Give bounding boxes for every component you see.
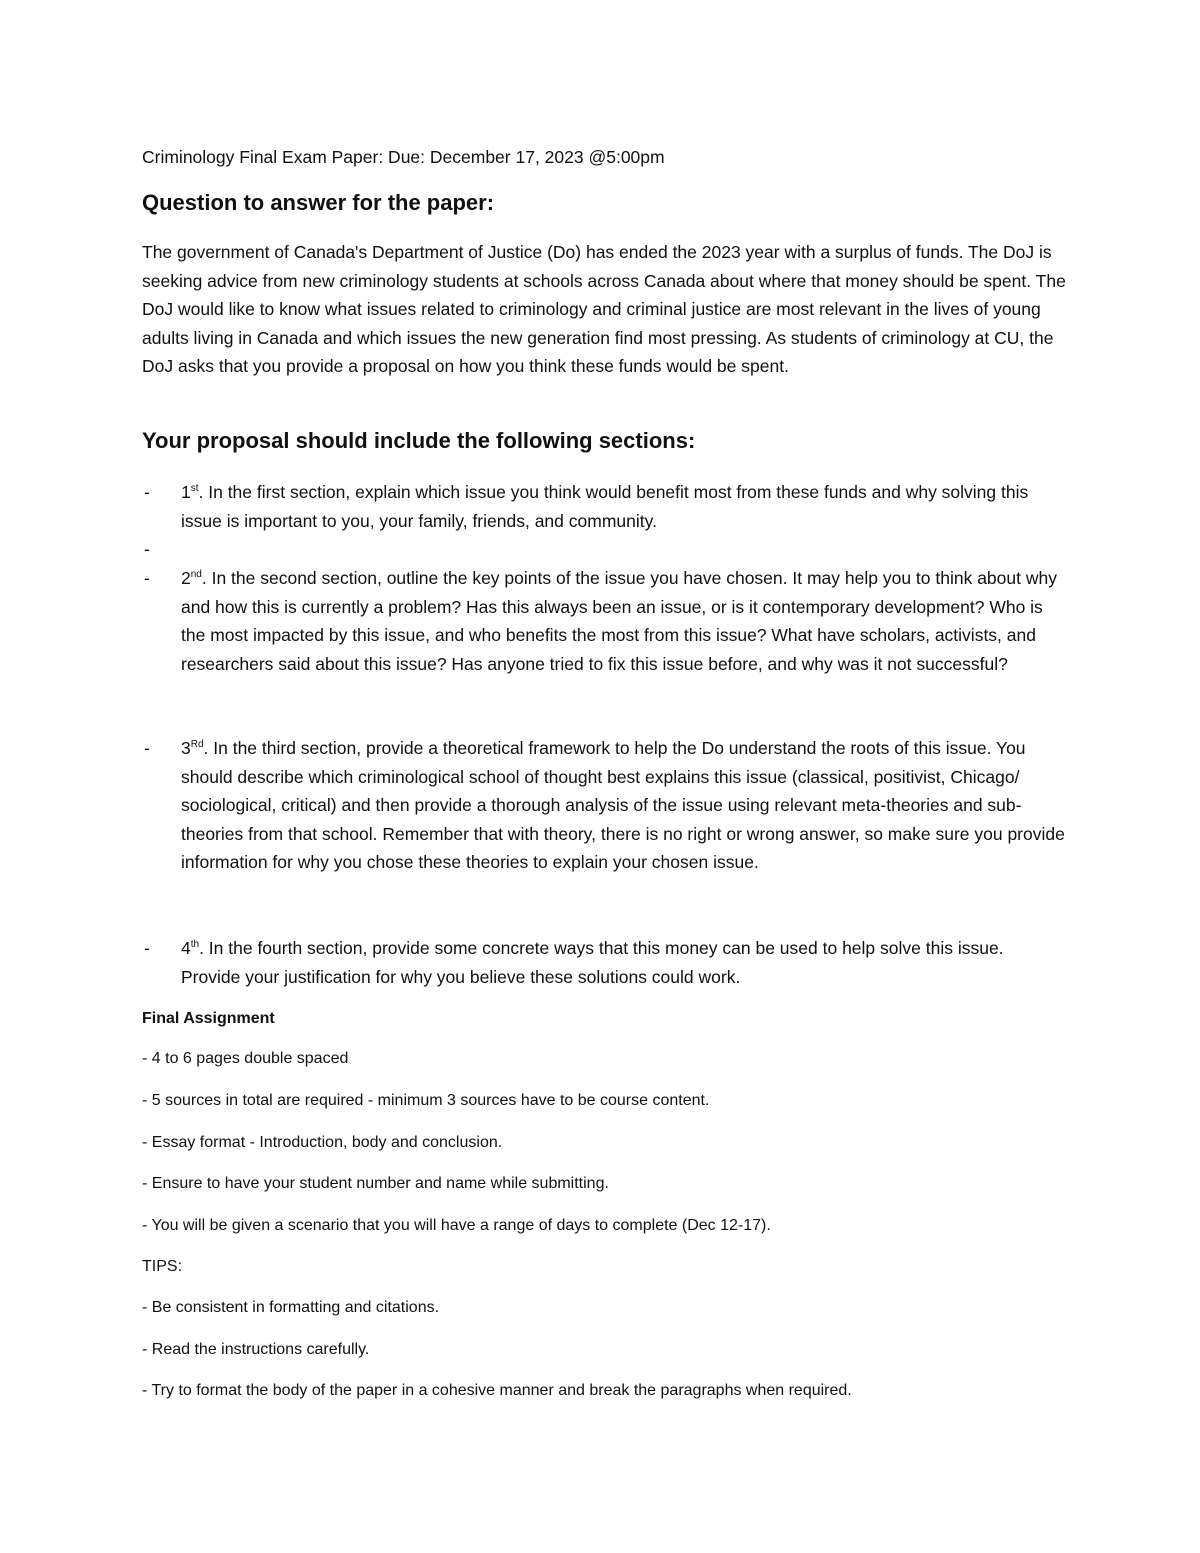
- final-assignment-item: - You will be given a scenario that you will have a range of days to complete (Dec 12-17).: [142, 1217, 771, 1234]
- question-paragraph: The government of Canada's Department of Justice (Do) has ended the 2023 year with a surplus of funds. The DoJ is seeking advice from new criminology students at schools across Canada about where that money should be spent. The DoJ would like to know what issues related to criminology and criminal justice are most relevant in the lives of young adults living in Canada and which issues the new generation find most pressing. As students of criminology at CU, the DoJ asks that you provide a proposal on how you think these funds would be spent.: [142, 242, 1066, 376]
- tips-item: - Try to format the body of the paper in a cohesive manner and break the paragraphs when required.: [142, 1382, 852, 1399]
- final-assignment-heading: Final Assignment: [142, 1010, 275, 1027]
- bullet-marker: -: [144, 482, 150, 502]
- final-assignment-item: - 5 sources in total are required - minimum 3 sources have to be course content.: [142, 1092, 710, 1109]
- tips-heading: TIPS:: [142, 1258, 183, 1275]
- section-3-text: 3Rd. In the third section, provide a theoretical framework to help the Do understand the roots of this issue. You should describe which criminological school of thought best explains this issue (classical, positivist, Chicago/ sociological, critical) and then provide a thorough analysis of the issue using relevant meta-theories and sub-theories from that school. Remember that with theory, there is no right or wrong answer, so make sure you provide information for why you chose these theories to explain your chosen issue.: [181, 738, 1065, 872]
- section-2-text: 2nd. In the second section, outline the key points of the issue you have chosen. It may help you to think about why and how this is currently a problem? Has this always been an issue, or is it contemporary development? Who is the most impacted by this issue, and who benefits the most from this issue? What have scholars, activists, and researchers said about this issue? Has anyone tried to fix this issue before, and why was it not successful?: [181, 568, 1057, 674]
- question-heading: Question to answer for the paper:: [142, 190, 495, 215]
- bullet-marker: -: [144, 938, 150, 958]
- proposal-heading: Your proposal should include the following sections:: [142, 428, 696, 453]
- section-4-text: 4th. In the fourth section, provide some concrete ways that this money can be used to help solve this issue. Provide your justification for why you believe these solutions could work.: [181, 938, 1004, 987]
- section-1-text: 1st. In the first section, explain which issue you think would benefit most from these funds and why solving this issue is important to you, your family, friends, and community.: [181, 482, 1029, 531]
- tips-item: - Read the instructions carefully.: [142, 1341, 370, 1358]
- final-assignment-item: - 4 to 6 pages double spaced: [142, 1050, 349, 1067]
- bullet-marker: -: [144, 539, 150, 559]
- bullet-marker: -: [144, 568, 150, 588]
- final-assignment-item: - Essay format - Introduction, body and conclusion.: [142, 1134, 503, 1151]
- final-assignment-item: - Ensure to have your student number and name while submitting.: [142, 1175, 609, 1192]
- document-title: Criminology Final Exam Paper: Due: December 17, 2023 @5:00pm: [142, 147, 665, 167]
- bullet-marker: -: [144, 738, 150, 758]
- tips-item: - Be consistent in formatting and citations.: [142, 1299, 440, 1316]
